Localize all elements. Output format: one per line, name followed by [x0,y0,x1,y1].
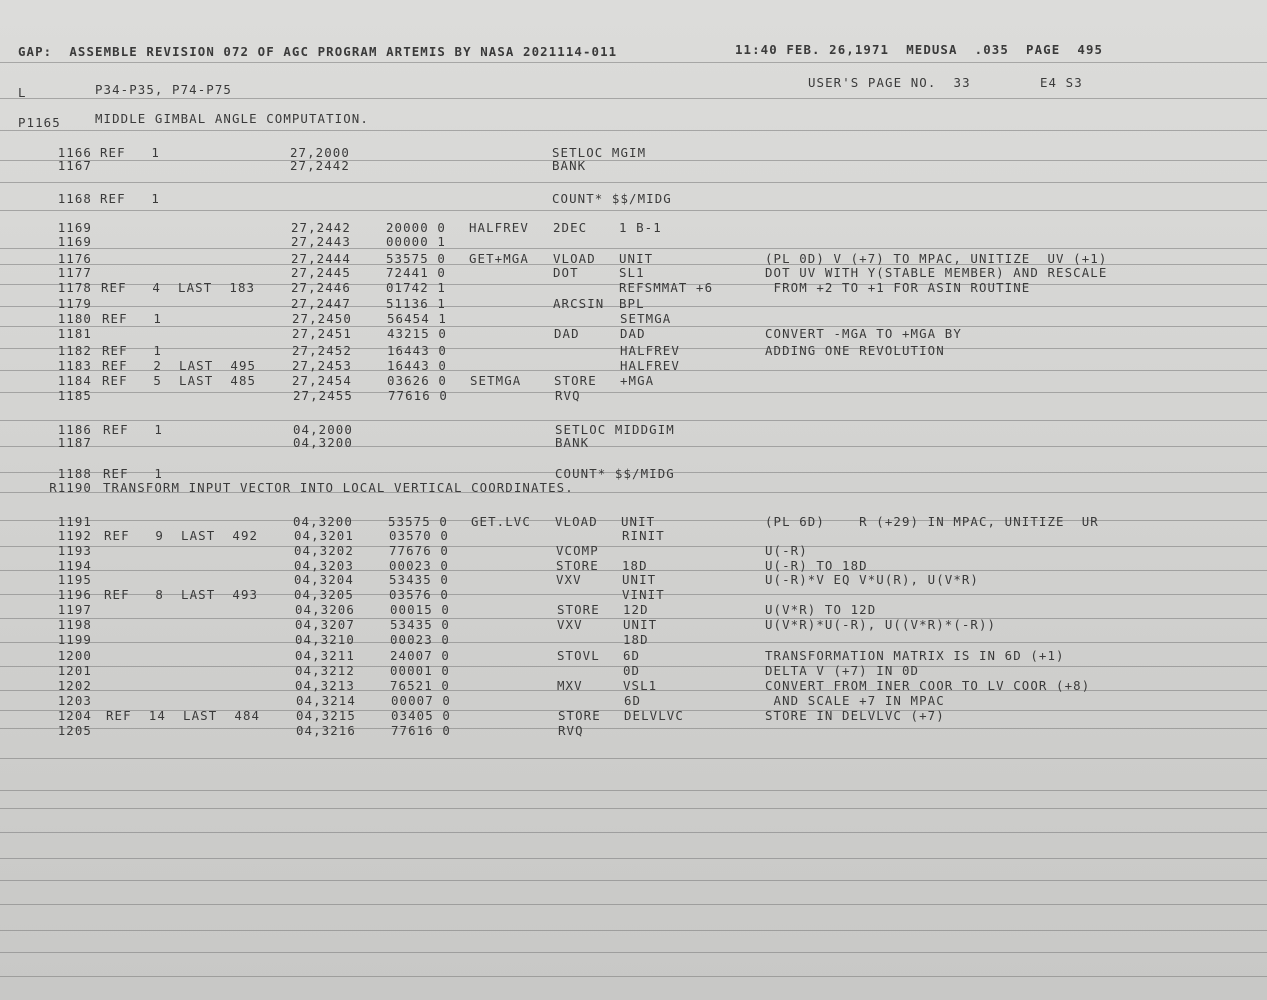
listing-n: 1168 [57,191,92,206]
listing-addr: 04,3202 [294,543,354,558]
listing-cmt: STORE IN DELVLVC (+7) [765,708,945,723]
listing-oct: 53435 0 [390,617,450,632]
listing-cmt: ADDING ONE REVOLUTION [765,343,945,358]
listing-addr: 04,3207 [295,617,355,632]
ruled-line [0,182,1267,183]
listing-n: 1181 [57,326,92,341]
listing-arg: 6D [624,693,642,708]
listing-arg: VSL1 [623,678,658,693]
ruled-line [0,808,1267,809]
listing-addr: 27,2455 [293,388,353,403]
listing-arg: 6D [623,648,641,663]
listing-arg: 0D [623,663,641,678]
listing-n: 1183 [57,358,92,373]
header-timestamp: 11:40 FEB. 26,1971 MEDUSA .035 PAGE 495 [735,42,1104,57]
listing-oct: 43215 0 [387,326,447,341]
listing-oct: 24007 0 [390,648,450,663]
listing-oct: 77676 0 [389,543,449,558]
listing-n: 1197 [57,602,92,617]
listing-op: DAD [554,326,580,341]
ruled-line [0,98,1267,99]
listing-lbl: GET.LVC [471,514,531,529]
listing-oct: 20000 0 [386,220,446,235]
listing-n: 1188 [57,466,92,481]
listing-op: VXV [557,617,583,632]
listing-cmt: U(V*R)*U(-R), U((V*R)*(-R)) [765,617,997,632]
listing-arg: HALFREV [620,343,680,358]
listing-oct: 03576 0 [389,587,449,602]
listing-n: 1177 [57,265,92,280]
listing-addr: 04,2000 [293,422,353,437]
listing-arg: BPL [619,296,645,311]
listing-ref: REF 1 [100,191,160,206]
listing-n: 1179 [57,296,92,311]
ruled-line [0,930,1267,931]
listing-addr: 04,3204 [294,572,354,587]
listing-oct: 53575 0 [386,251,446,266]
listing-op: ARCSIN [553,296,605,311]
listing-arg: +MGA [620,373,655,388]
listing-n: 1186 [57,422,92,437]
listing-addr: 27,2447 [291,296,351,311]
listing-oct: 16443 0 [387,358,447,373]
listing-n: 1185 [57,388,92,403]
ruled-line [0,130,1267,131]
listing-cmt: FROM +2 TO +1 FOR ASIN ROUTINE [765,280,1031,295]
listing-lbl: GET+MGA [469,251,529,266]
section-title: MIDDLE GIMBAL ANGLE COMPUTATION. [95,111,369,126]
listing-op: RVQ [555,388,581,403]
listing-ref: TRANSFORM INPUT VECTOR INTO LOCAL VERTICAL COORDINATES. [103,480,574,495]
listing-n: 1166 [57,145,92,160]
listing-n: 1202 [57,678,92,693]
listing-n: 1195 [57,572,92,587]
listing-arg: UNIT [619,251,654,266]
listing-op: STORE [556,558,599,573]
listing-addr: 04,3211 [295,648,355,663]
listing-oct: 03405 0 [391,708,451,723]
listing-n: 1199 [57,632,92,647]
listing-addr: 27,2446 [291,280,351,295]
listing-addr: 04,3215 [296,708,356,723]
listing-cmt: (PL 6D) R (+29) IN MPAC, UNITIZE UR [765,514,1099,529]
listing-oct: 56454 1 [387,311,447,326]
listing-addr: 04,3206 [295,602,355,617]
listing-oct: 00007 0 [391,693,451,708]
listing-n: 1204 [57,708,92,723]
listing-arg: VINIT [622,587,665,602]
listing-op: SETLOC MGIM [552,145,647,160]
listing-n: 1205 [57,723,92,738]
ruled-line [0,210,1267,211]
listing-addr: 27,2443 [291,234,351,249]
ruled-line [0,758,1267,759]
listing-addr: 27,2450 [292,311,352,326]
listing-cmt: CONVERT -MGA TO +MGA BY [765,326,962,341]
listing-addr: 27,2451 [292,326,352,341]
listing-ref: REF 5 LAST 485 [102,373,257,388]
listing-cmt: U(-R)*V EQ V*U(R), U(V*R) [765,572,979,587]
listing-cmt: U(-R) TO 18D [765,558,868,573]
listing-op: VCOMP [556,543,599,558]
ruled-line [0,880,1267,881]
listing-arg: SL1 [619,265,645,280]
listing-addr: 27,2453 [292,358,352,373]
listing-op: STORE [554,373,597,388]
listing-arg: 18D [623,632,649,647]
listing-addr: 04,3214 [296,693,356,708]
listing-oct: 00001 0 [390,663,450,678]
listing-addr: 04,3213 [295,678,355,693]
listing-n: 1169 [57,234,92,249]
listing-oct: 77616 0 [391,723,451,738]
listing-n: 1201 [57,663,92,678]
listing-lbl: HALFREV [469,220,529,235]
ruled-line [0,248,1267,249]
ruled-line [0,976,1267,977]
listing-ref: REF 1 [102,343,162,358]
header-sheet-code: E4 S3 [1040,75,1083,90]
listing-oct: 53575 0 [388,514,448,529]
listing-arg: UNIT [621,514,656,529]
ruled-line [0,420,1267,421]
listing-ref: REF 1 [100,145,160,160]
listing-oct: 76521 0 [390,678,450,693]
listing-ref: REF 4 LAST 183 [101,280,256,295]
listing-arg: UNIT [623,617,658,632]
listing-arg: DAD [620,326,646,341]
listing-op: 2DEC [553,220,588,235]
listing-arg: 1 B-1 [619,220,662,235]
listing-arg: DELVLVC [624,708,684,723]
listing-cmt: DELTA V (+7) IN 0D [765,663,920,678]
listing-n: 1200 [57,648,92,663]
listing-oct: 16443 0 [387,343,447,358]
listing-arg: 12D [623,602,649,617]
ruled-line [0,858,1267,859]
listing-ref: REF 1 [102,311,162,326]
ruled-line [0,904,1267,905]
ruled-line [0,728,1267,729]
listing-addr: 27,2442 [291,220,351,235]
listing-arg: UNIT [622,572,657,587]
listing-ref: REF 1 [103,466,163,481]
listing-op: STORE [557,602,600,617]
listing-op: SETLOC MIDDGIM [555,422,675,437]
listing-oct: 01742 1 [386,280,446,295]
listing-op: COUNT* $$/MIDG [552,191,672,206]
listing-cmt: AND SCALE +7 IN MPAC [765,693,945,708]
listing-n: 1192 [57,528,92,543]
listing-oct: 03626 0 [387,373,447,388]
listing-addr: 04,3203 [294,558,354,573]
listing-cmt: DOT UV WITH Y(STABLE MEMBER) AND RESCALE [765,265,1108,280]
listing-op: DOT [553,265,579,280]
listing-ref: REF 9 LAST 492 [104,528,259,543]
listing-op: RVQ [558,723,584,738]
listing-addr: 27,2454 [292,373,352,388]
listing-n: 1203 [57,693,92,708]
listing-op: BANK [555,435,590,450]
listing-ref: REF 8 LAST 493 [104,587,259,602]
listing-n: 1169 [57,220,92,235]
ruled-line [0,546,1267,547]
listing-addr: 04,3210 [295,632,355,647]
ruled-line [0,392,1267,393]
listing-cmt: (PL 0D) V (+7) TO MPAC, UNITIZE UV (+1) [765,251,1108,266]
ruled-line [0,952,1267,953]
listing-n: 1193 [57,543,92,558]
listing-n: 1187 [57,435,92,450]
listing-oct: 72441 0 [386,265,446,280]
listing-arg: HALFREV [620,358,680,373]
listing-ref: REF 2 LAST 495 [102,358,257,373]
ruled-line [0,790,1267,791]
listing-lbl: SETMGA [470,373,522,388]
listing-op: VLOAD [555,514,598,529]
listing-arg: 18D [622,558,648,573]
listing-addr: 04,3200 [293,435,353,450]
listing-oct: 00000 1 [386,234,446,249]
listing-addr: 27,2442 [290,158,350,173]
header-mode: L [18,85,27,100]
listing-addr: 04,3216 [296,723,356,738]
listing-cmt: U(V*R) TO 12D [765,602,877,617]
listing-cmt: TRANSFORMATION MATRIX IS IN 6D (+1) [765,648,1065,663]
listing-op: VXV [556,572,582,587]
listing-n: 1167 [57,158,92,173]
listing-arg: SETMGA [620,311,672,326]
listing-n: 1182 [57,343,92,358]
listing-addr: 04,3200 [293,514,353,529]
listing-oct: 53435 0 [389,572,449,587]
listing-cmt: U(-R) [765,543,808,558]
listing-ref: REF 14 LAST 484 [106,708,261,723]
listing-n: 1198 [57,617,92,632]
header-assembly-line: GAP: ASSEMBLE REVISION 072 OF AGC PROGRAM ARTEMIS BY NASA 2021114-011 [18,44,618,59]
listing-addr: 27,2445 [291,265,351,280]
listing-addr: 04,3212 [295,663,355,678]
listing-n: R1190 [49,480,92,495]
listing-addr: 27,2444 [291,251,351,266]
listing-op: BANK [552,158,587,173]
header-programs: P34-P35, P74-P75 [95,82,232,97]
listing-n: 1196 [57,587,92,602]
ruled-line [0,160,1267,161]
listing-op: STORE [558,708,601,723]
ruled-line [0,832,1267,833]
listing-op: MXV [557,678,583,693]
listing-cmt: CONVERT FROM INER COOR TO LV COOR (+8) [765,678,1091,693]
listing-arg: RINIT [622,528,665,543]
listing-oct: 03570 0 [389,528,449,543]
listing-ref: REF 1 [103,422,163,437]
listing-oct: 00023 0 [389,558,449,573]
listing-n: 1180 [57,311,92,326]
listing-addr: 04,3205 [294,587,354,602]
section-label: P1165 [18,115,61,130]
header-user-page: USER'S PAGE NO. 33 [808,75,971,90]
listing-op: COUNT* $$/MIDG [555,466,675,481]
listing-addr: 04,3201 [294,528,354,543]
listing-oct: 51136 1 [386,296,446,311]
listing-n: 1178 [57,280,92,295]
ruled-line [0,62,1267,63]
listing-addr: 27,2452 [292,343,352,358]
listing-n: 1191 [57,514,92,529]
listing-arg: REFSMMAT +6 [619,280,714,295]
listing-n: 1184 [57,373,92,388]
listing-op: STOVL [557,648,600,663]
listing-oct: 00023 0 [390,632,450,647]
listing-oct: 00015 0 [390,602,450,617]
listing-oct: 77616 0 [388,388,448,403]
listing-n: 1194 [57,558,92,573]
listing-op: VLOAD [553,251,596,266]
listing-n: 1176 [57,251,92,266]
ruled-line [0,446,1267,447]
listing-addr: 27,2000 [290,145,350,160]
